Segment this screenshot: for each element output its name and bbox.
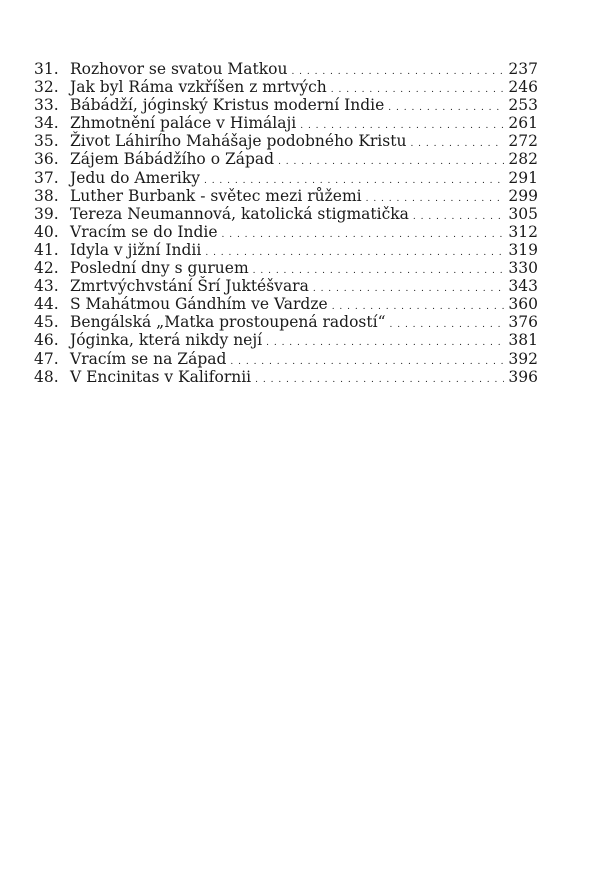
page-number: 396 bbox=[508, 367, 538, 386]
toc-entry bbox=[34, 259, 538, 277]
toc-entry bbox=[34, 114, 538, 132]
dot-leader bbox=[222, 231, 505, 240]
page-number: 381 bbox=[508, 331, 538, 350]
dot-leader bbox=[266, 339, 504, 348]
dot-leader bbox=[390, 321, 505, 330]
chapter-number: 47. bbox=[34, 349, 59, 368]
toc-entry bbox=[34, 331, 538, 349]
dot-leader bbox=[291, 68, 504, 77]
toc-entry bbox=[34, 60, 538, 78]
chapter-title: V Encinitas v Kalifornii bbox=[70, 367, 252, 386]
chapter-number: 36. bbox=[34, 150, 59, 169]
dot-leader bbox=[388, 104, 504, 113]
dot-leader bbox=[278, 158, 504, 167]
page-number: 392 bbox=[508, 349, 538, 368]
dot-leader bbox=[332, 303, 505, 312]
chapter-title: Vracím se do Indie bbox=[70, 222, 218, 241]
toc-entry bbox=[34, 350, 538, 368]
chapter-title: Poslední dny s guruem bbox=[70, 259, 249, 278]
chapter-number: 37. bbox=[34, 168, 59, 187]
dot-leader bbox=[253, 267, 505, 276]
toc-entry bbox=[34, 277, 538, 295]
chapter-number: 40. bbox=[34, 222, 59, 241]
page-number: 291 bbox=[508, 168, 538, 187]
chapter-title: Jóginka, která nikdy nejí bbox=[70, 331, 263, 350]
chapter-number: 31. bbox=[34, 60, 59, 78]
toc-entry bbox=[34, 205, 538, 223]
chapter-title: S Mahátmou Gándhím ve Vardze bbox=[70, 295, 328, 314]
toc-entry bbox=[34, 223, 538, 241]
chapter-number: 34. bbox=[34, 114, 59, 133]
chapter-number: 45. bbox=[34, 313, 59, 332]
chapter-number: 42. bbox=[34, 259, 59, 278]
chapter-title: Zmrtvýchvstání Šrí Juktéšvara bbox=[70, 277, 309, 296]
chapter-number: 35. bbox=[34, 132, 59, 151]
page-number: 272 bbox=[508, 132, 538, 151]
chapter-number: 46. bbox=[34, 331, 59, 350]
dot-leader bbox=[313, 285, 505, 294]
table-of-contents bbox=[34, 60, 538, 386]
dot-leader bbox=[410, 140, 504, 149]
dot-leader bbox=[413, 213, 505, 222]
chapter-number: 39. bbox=[34, 204, 59, 223]
page-number: 261 bbox=[508, 114, 538, 133]
chapter-title: Zhmotnění paláce v Himálaji bbox=[70, 114, 297, 133]
chapter-title: Jedu do Ameriky bbox=[70, 168, 200, 187]
dot-leader bbox=[204, 177, 504, 186]
chapter-title: Rozhovor se svatou Matkou bbox=[70, 60, 288, 78]
chapter-number: 33. bbox=[34, 96, 59, 115]
toc-entry bbox=[34, 368, 538, 386]
page-number: 319 bbox=[508, 240, 538, 259]
chapter-number: 38. bbox=[34, 186, 59, 205]
dot-leader bbox=[255, 376, 504, 385]
page-number: 376 bbox=[508, 313, 538, 332]
toc-entry bbox=[34, 295, 538, 313]
toc-entry bbox=[34, 78, 538, 96]
page-number: 343 bbox=[508, 277, 538, 296]
page-number: 305 bbox=[508, 204, 538, 223]
chapter-number: 48. bbox=[34, 367, 59, 386]
chapter-number: 32. bbox=[34, 78, 59, 97]
toc-entry bbox=[34, 132, 538, 150]
toc-entry bbox=[34, 150, 538, 168]
page-number: 330 bbox=[508, 259, 538, 278]
dot-leader bbox=[331, 86, 505, 95]
page-number: 312 bbox=[508, 222, 538, 241]
toc-entry bbox=[34, 187, 538, 205]
page-number: 246 bbox=[508, 78, 538, 97]
dot-leader bbox=[230, 358, 504, 367]
toc-entry bbox=[34, 96, 538, 114]
dot-leader bbox=[366, 195, 505, 204]
toc-entry bbox=[34, 241, 538, 259]
chapter-title: Jak byl Ráma vzkříšen z mrtvých bbox=[70, 78, 327, 97]
toc-entry bbox=[34, 169, 538, 187]
chapter-title: Bábádží, jóginský Kristus moderní Indie bbox=[70, 96, 385, 115]
chapter-title: Život Láhirího Mahášaje podobného Kristu bbox=[70, 132, 407, 151]
chapter-title: Zájem Bábádžího o Západ bbox=[70, 150, 275, 169]
chapter-title: Bengálská „Matka prostoupená radostí“ bbox=[70, 313, 386, 332]
page-number: 282 bbox=[508, 150, 538, 169]
chapter-number: 43. bbox=[34, 277, 59, 296]
chapter-title: Idyla v jižní Indii bbox=[70, 240, 202, 259]
chapter-title: Tereza Neumannová, katolická stigmatička bbox=[70, 204, 409, 223]
dot-leader bbox=[205, 249, 504, 258]
page-number: 237 bbox=[508, 60, 538, 78]
chapter-title: Luther Burbank - světec mezi růžemi bbox=[70, 186, 362, 205]
page-number: 253 bbox=[508, 96, 538, 115]
page-number: 360 bbox=[508, 295, 538, 314]
chapter-number: 44. bbox=[34, 295, 59, 314]
chapter-title: Vracím se na Západ bbox=[70, 349, 227, 368]
chapter-number: 41. bbox=[34, 240, 59, 259]
toc-entry bbox=[34, 313, 538, 331]
dot-leader bbox=[300, 122, 504, 131]
page-number: 299 bbox=[508, 186, 538, 205]
